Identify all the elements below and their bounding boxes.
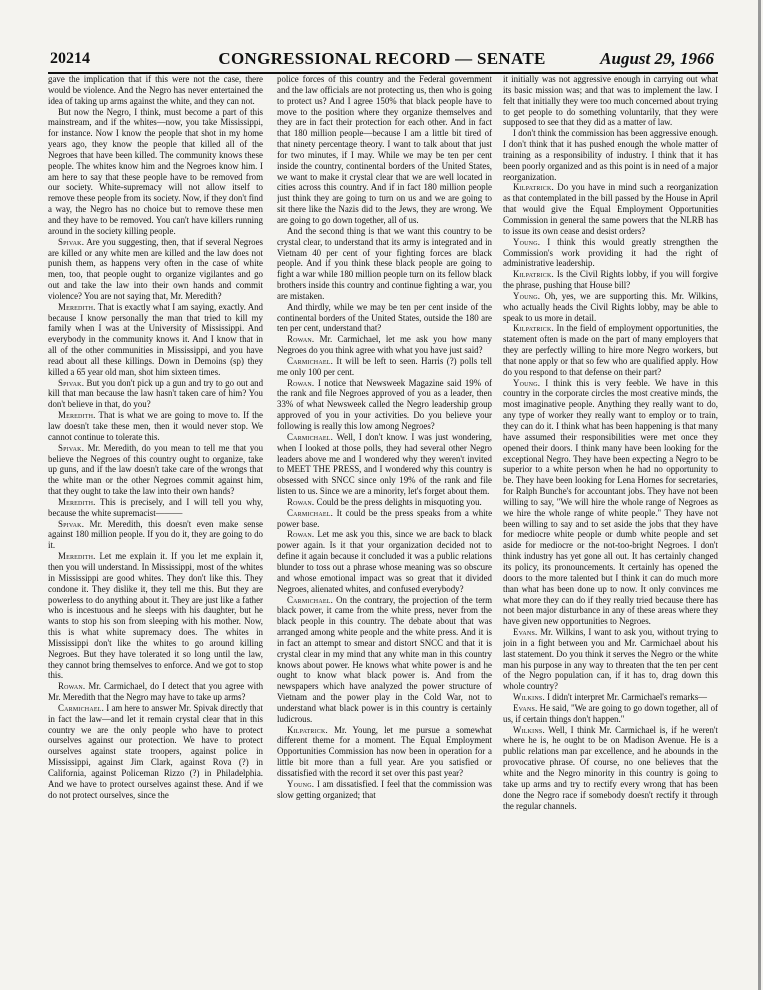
speaker-name: Spivak. [58, 442, 85, 453]
paragraph-text: It will be left to seen. Harris (?) polls tell me only 100 per cent. [277, 355, 492, 377]
paragraph [48, 497, 263, 519]
paragraph-text: Is the Civil Rights lobby, if you will forgive the phrase, pushing that House bill? [503, 269, 718, 291]
paragraph [48, 681, 263, 703]
speaker-name: Rowan. [287, 496, 315, 507]
speaker-name: Kilpatrick. [513, 182, 554, 193]
paragraph [503, 182, 718, 236]
speaker-name: Rowan. [287, 529, 315, 540]
text-column-1 [48, 74, 263, 978]
paragraph [277, 74, 492, 226]
paragraph-text: Let me ask you this, since we are back to black power again. Is it that your organization decided not to define it again because it concluded it was a public relations blunder to toss out a phrase whose meaning was so obscure and whose emotional impact was so great that it divided Negroes, alienated whites, and confused everybody? [277, 529, 492, 594]
paragraph [48, 107, 263, 237]
paragraph-text: Let me explain it. If you let me explain it, then you will understand. In Mississippi, most of the whites in Mississippi are good whites. They don't like this. They condone it. They dislike it, they tell me this. But they are powerless to do anything about it. They are just like a father who is incestuous and he sleeps with his daughter, but he wants to stop his son from sleeping with his mother. Now, this is what white supremacy does. The whites in Mississippi don't like the whites to go around killing Negroes. But they have tolerated it so long until the law, they cannot bring themselves to enforce. And we got to stop this. [48, 551, 263, 681]
speaker-name: Young. [513, 236, 541, 247]
speaker-name: Meredith. [58, 301, 96, 312]
paragraph [503, 725, 718, 812]
paragraph-text: gave the implication that if this were not the case, there would be violence. And the Negro has never entertained the idea of taking up arms against the white, and they can not. [48, 74, 263, 106]
paragraph-text: But you don't pick up a gun and try to go out and kill that man because the law hasn't taken care of him? You don't believe in that, do you? [48, 377, 263, 410]
paragraph [503, 627, 718, 692]
paragraph-text: In the field of employment opportunities, the statement often is made on the part of many employers that they are perfectly willing to hire more Negro workers, but that none apply or that so few who are qualified apply. How do you respond to that defense on their part? [503, 323, 718, 377]
paragraph-text: On the contrary, the projection of the term black power, it came from the white press, never from the black people in this country. The debate about that was arranged among white people and the white press. And it is in fact an attempt to smear and distort SNCC and that it is crystal clear in my mind that any white man in this country knows about power. He knows what white power is and he ought to know what black power is. And from the newspapers which have analyzed the power structure of Vietnam and the power play in the Cold War, not to understand what black power is in this country is certainly ludicrous. [277, 594, 492, 724]
paragraph [48, 551, 263, 681]
paragraph-text: Could be the press delights in misquoting you. [316, 496, 482, 507]
paragraph [503, 269, 718, 291]
paragraph [277, 508, 492, 530]
paragraph-text: Well, I think Mr. Carmichael is, if he weren't where he is, he ought to be on Madison Avenue. He is a public relations man par excellence, and he abounds in the provocative phrase. Of course, no one believes that the white and the Negro minority in this country is going to take up arms and try to rectify every wrong that has been done the Negro race if somebody doesn't rectify it through the regular channels. [503, 724, 718, 811]
speaker-name: Carmichael. [287, 431, 334, 442]
speaker-name: Spivak. [58, 518, 85, 529]
speaker-name: Kilpatrick. [513, 269, 554, 280]
speaker-name: Carmichael. [287, 355, 334, 366]
paragraph-text: I think this would greatly strengthen the Commission's work providing it had the right of administrative leadership. [503, 236, 718, 269]
paragraph [48, 378, 263, 411]
scan-edge [758, 0, 761, 990]
paragraph [503, 323, 718, 377]
paragraph [277, 497, 492, 508]
paragraph [503, 692, 718, 703]
paragraph [277, 725, 492, 779]
paragraph [48, 703, 263, 801]
paragraph-text: And the second thing is that we want this country to be crystal clear, to understand that its army is integrated and in Vietnam 40 per cent of your fighting forces are black people. And if you think these black people are going to fight a war while 180 million people turn on its fellow black brothers inside this country and continue fighting a war, you are mistaken. [277, 225, 492, 301]
paragraph-text: That is exactly what I am saying, exactly. And because I know personally the man that tried to kill my family when I was at the University of Mississippi. And everybody in the community knows it. And I know that in all of the other communities in Mississippi, and you have read about all these killings. Down in Demoins (sp) they killed a 65 year old man, shot him sixteen times. [48, 301, 263, 377]
speaker-name: Carmichael. [287, 594, 334, 605]
page-number: 20214 [50, 50, 90, 67]
paragraph-text: Mr. Wilkins, I want to ask you, without trying to join in a fight between you and Mr. Carmichael about his last statement. Do you think it serves the Negro or the white man his purpose in any way to threaten that the ten per cent of the Negro population can, if it has to, drag down this whole country? [503, 627, 718, 692]
paragraph [48, 410, 263, 443]
paragraph-text: Mr. Carmichael, do I detect that you agree with Mr. Meredith that the Negro may have to take up arms? [48, 681, 263, 703]
paragraph [277, 432, 492, 497]
paragraph [48, 302, 263, 378]
paragraph-text: I am here to answer Mr. Spivak directly that in fact the law—and let it remain crystal clear that in this country we are the only people who have to protect ourselves against our protection. We have to protect ourselves against state troopers, against police in Mississippi, against Jim Clark, against Rova (?) in California, against Policeman Rizzo (?) in Philadelphia. And we have to protect ourselves against these. And if we do not protect ourselves, since the [48, 702, 263, 800]
speaker-name: Carmichael. [287, 507, 334, 518]
paragraph-text: But now the Negro, I think, must become a part of this mainstream, and if the whites—now, you take Mississippi, for instance. Now I know the people that shot in my home years ago, they know the people that killed all of the Negroes that have been killed. The community knows these people. The whites know him and the Negroes know him. I am here to say that these people have to be removed from our society. White-supremacy will not allow itself to remove these people from its society. Now, if they don't find a way, the Negro has no choice but to remove these men and they have to be removed. You can't have killers running around in the society killing people. [48, 106, 263, 236]
speaker-name: Wilkins. [513, 692, 545, 703]
paragraph [277, 779, 492, 801]
paragraph-text: Mr. Carmichael, let me ask you how many Negroes do you think agree with what you have just said? [277, 334, 492, 356]
paragraph [503, 237, 718, 270]
paragraph [503, 128, 718, 182]
paragraph-text: Oh, yes, we are supporting this. Mr. Wilkins, who actually heads the Civil Rights lobby, may be able to speak to us more in detail. [503, 290, 718, 323]
speaker-name: Meredith. [58, 496, 96, 507]
paragraph [503, 378, 718, 627]
text-column-2 [277, 74, 492, 978]
paragraph-text: This is precisely, and I will tell you why, because the white supremacist——— [48, 496, 263, 518]
paragraph-text: I think this is very feeble. We have in this country in the corporate circles the most creative minds, the most imaginative people. Anything they really want to do, any type of worker they really want to employ or to train, they can do it. I think what has been happening is that many have assumed their responsibilities were met once they opened their doors. I think many have been looking for the exceptional Negro. They have been expecting a Negro to be superior to a white person when he had no opportunity to be. They have been looking for Lena Hornes for secretaries, for Ralph Bunche's for accountant jobs. They have not been willing to say, "We will hire the whole range of Negroes as we hire the whole range of white people." They have not been willing to say and to set aside the jobs that they have for mediocre white people or dumb white people and set aside for mediocre or the not-too-bright Negroes. I don't think industry has yet gone all out. It has certainly changed its policy, its pronouncements. It certainly has opened the doors to the more talented but I think it can do much more than what has been done up to now. It only convinces me what more they can do if they really tried because there has not been major disturbance in any of these areas where they have given new opportunities to Negroes. [503, 377, 718, 627]
speaker-name: Young. [513, 377, 541, 388]
paragraph-text: Mr. Young, let me pursue a somewhat different theme for a moment. The Equal Employment Opportunities Commission has now been in operation for a little bit more than a full year. Are you satisfied or dissatisfied with the record it set over this past year? [277, 724, 492, 778]
paragraph-text: I didn't interpret Mr. Carmichael's remarks— [547, 692, 708, 703]
paragraph-text: I am dissatisfied. I feel that the commission was slow getting organized; that [277, 778, 492, 800]
speaker-name: Young. [287, 778, 315, 789]
paragraph [48, 519, 263, 552]
paragraph-text: Are you suggesting, then, that if several Negroes are killed or any white men are killed and the law does not punish them, as happens very often in the case of white men, too, that people ought to organize vigilantes and go out and take the law into their own hands and commit violence? You are not saying that, Mr. Meredith? [48, 236, 263, 301]
page-header [50, 48, 714, 70]
speaker-name: Kilpatrick. [513, 323, 554, 334]
paragraph-text: police forces of this country and the Federal government and the law officials are not protecting us, then who is going to protect us? And I agree 150% that black people have to move to the position where they organize themselves and they are in fact their protection for each other. And in fact that 180 million people—because I am a little bit tired of that ninety percentage theory. I want to talk about that just for two minutes, if I may. While we may be ten per cent inside the country, continental borders of the United States, we want to make it crystal clear that we are well located in cities across this country. And if in fact 180 million people just think they are going to turn on us and we are going to sit there like the Nazis did to the Jews, they are wrong. We are going to go down together, all of us. [277, 74, 492, 225]
paragraph [48, 443, 263, 497]
paragraph [277, 529, 492, 594]
speaker-name: Young. [513, 290, 541, 301]
paragraph [503, 74, 718, 128]
paragraph-text: He said, "We are going to go down together, all of us, if certain things don't happen." [503, 702, 718, 724]
text-column-3 [503, 74, 718, 978]
paragraph-text: Do you have in mind such a reorganization as that contemplated in the bill passed by the House in April that would give the Equal Employment Opportunities Commission in general the same powers that the NLRB has to issue its own cease and desist orders? [503, 182, 718, 236]
paragraph [48, 237, 263, 302]
speaker-name: Rowan. [58, 681, 86, 692]
paragraph-text: I notice that Newsweek Magazine said 19% of the rank and file Negroes approved of you as a leader, then 33% of what Newsweek called the Negro leadership group approved of you in your activities. Do you believe your following is really this low among Negroes? [277, 377, 492, 431]
paragraph [277, 302, 492, 335]
paragraph-text: Mr. Meredith, this doesn't even make sense against 180 million people. If you do it, they are going to do it. [48, 518, 263, 551]
speaker-name: Spivak. [58, 377, 85, 388]
paragraph [277, 334, 492, 356]
paragraph-text: That is what we are going to move to. If the law doesn't take these men, then it would never stop. We cannot continue to tolerate this. [48, 410, 263, 442]
paragraph [277, 378, 492, 432]
speaker-name: Meredith. [58, 551, 96, 562]
publication-date: August 29, 1966 [600, 49, 714, 68]
paragraph-text: I don't think the commission has been aggressive enough. I don't think that it has pushed enough the whole matter of training as a responsibility of industry. I think that it has been poorly organized and as this point is in need of a major reorganization. [503, 128, 718, 182]
speaker-name: Carmichael. [58, 702, 105, 713]
speaker-name: Meredith. [58, 410, 96, 421]
speaker-name: Wilkins. [513, 724, 545, 735]
paragraph [277, 595, 492, 725]
paragraph [277, 226, 492, 302]
paragraph [48, 74, 263, 107]
paragraph-text: it initially was not aggressive enough in carrying out what its basic mission was; and that was to implement the law. I felt that initially they were too much concerned about trying to get people to do something voluntarily, that they were supposed to see that they did as a matter of law. [503, 74, 718, 128]
speaker-name: Rowan. [287, 334, 315, 345]
speaker-name: Kilpatrick. [287, 724, 328, 735]
speaker-name: Rowan. [287, 377, 315, 388]
speaker-name: Evans. [513, 702, 538, 713]
speaker-name: Evans. [513, 627, 538, 638]
paragraph [503, 703, 718, 725]
paragraph-text: Mr. Meredith, do you mean to tell me that you believe the Negroes of this country ought to organize, take up guns, and if the law doesn't take care of the wrongs that the white man or the other Negroes commit against him, that they ought to take the law into their own hands? [48, 442, 263, 497]
paragraph [277, 356, 492, 378]
paragraph [503, 291, 718, 324]
speaker-name: Spivak. [58, 236, 85, 247]
paragraph-text: Well, I don't know. I was just wondering, when I looked at those polls, they had several other Negro leaders above me and I wondered why they weren't invited to MEET THE PRESS, and I wondered why this country is obsessed with SNCC since only 19% of the rank and file listen to us. Since we are a minority, let's forget about them. [277, 431, 492, 497]
publication-title: CONGRESSIONAL RECORD — SENATE [218, 49, 546, 68]
paragraph-text: It could be the press speaks from a white power base. [277, 507, 492, 529]
paragraph-text: And thirdly, while we may be ten per cent inside of the continental borders of the United States, outside the 180 are ten per cent, understand that? [277, 301, 492, 334]
